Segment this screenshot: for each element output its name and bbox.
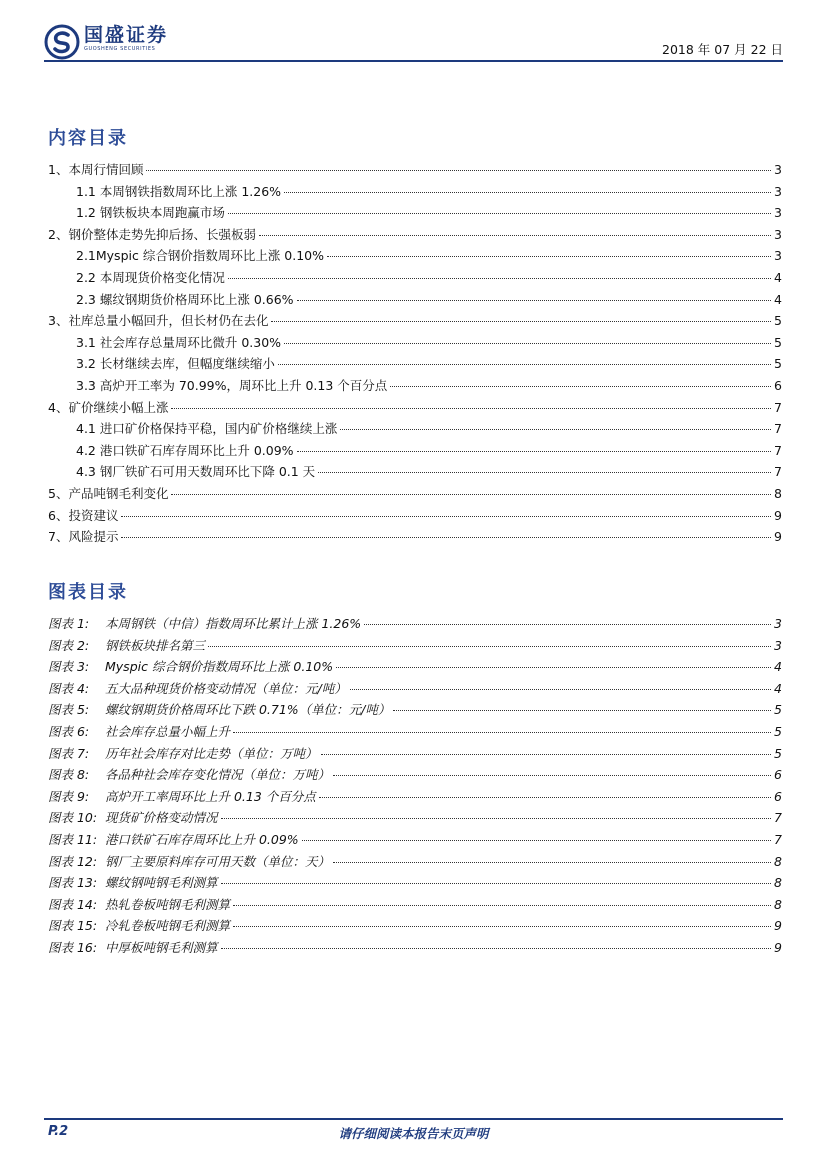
figure-page-number: 4 — [774, 680, 782, 696]
toc-entry[interactable] — [48, 398, 782, 420]
toc-leader-dots — [284, 343, 771, 344]
figure-leader-dots — [208, 646, 771, 647]
figure-leader-dots — [233, 732, 771, 733]
toc-entry[interactable] — [48, 506, 782, 528]
page-header — [44, 24, 783, 64]
toc-leader-dots — [121, 516, 771, 517]
guosheng-logo-icon — [44, 24, 80, 60]
header-divider — [44, 60, 783, 62]
figure-label: 图表 9: — [48, 788, 90, 804]
toc-leader-dots — [297, 451, 771, 452]
figure-label: 图表 16: — [48, 939, 98, 955]
toc-entry-text: 4.1 进口矿价格保持平稳，国内矿价格继续上涨 — [76, 421, 338, 437]
toc-page-number: 4 — [774, 269, 782, 285]
figure-label: 图表 5: — [48, 702, 90, 718]
figure-entry-text: 热轧卷板吨钢毛利测算 — [105, 896, 231, 912]
toc-entry[interactable] — [48, 246, 782, 268]
toc-page-number: 3 — [774, 183, 782, 199]
figure-page-number: 5 — [774, 745, 782, 761]
toc-page-number: 7 — [774, 442, 782, 458]
contents-title: 内容目录 — [48, 128, 128, 149]
figure-label: 图表 8: — [48, 767, 90, 783]
figure-leader-dots — [333, 775, 771, 776]
toc-entry-text: 2、钢价整体走势先抑后扬、长强板弱 — [48, 226, 256, 242]
figure-leader-dots — [364, 624, 771, 625]
figure-entry[interactable] — [48, 873, 782, 895]
figure-label: 图表 1: — [48, 616, 90, 631]
figure-leader-dots — [321, 754, 771, 755]
figure-entry-text: 螺纹钢期货价格周环比下跌 0.71%（单位：元/吨） — [105, 702, 391, 718]
toc-page-number: 5 — [774, 356, 782, 372]
figure-entry[interactable] — [48, 679, 782, 701]
toc-entry[interactable] — [48, 441, 782, 463]
toc-leader-dots — [146, 170, 771, 171]
toc-leader-dots — [340, 429, 771, 430]
toc-entry-text: 1.2 钢铁板块本周跑赢市场 — [76, 205, 225, 221]
figure-leader-dots — [233, 905, 771, 906]
figure-page-number: 6 — [774, 767, 782, 783]
figure-entry[interactable] — [48, 614, 782, 636]
toc-leader-dots — [271, 321, 771, 322]
figure-label: 图表 12: — [48, 853, 98, 869]
figure-leader-dots — [319, 797, 771, 798]
toc-entry[interactable] — [48, 376, 782, 398]
toc-entry-text: 1.1 本周钢铁指数周环比上涨 1.26% — [76, 183, 282, 199]
figure-leader-dots — [302, 840, 771, 841]
figure-label: 图表 15: — [48, 918, 98, 934]
toc-leader-dots — [121, 537, 771, 538]
toc-page-number: 9 — [774, 507, 782, 523]
toc-leader-dots — [278, 364, 771, 365]
figure-page-number: 9 — [774, 918, 782, 934]
figure-entry[interactable] — [48, 852, 782, 874]
figure-leader-dots — [333, 862, 771, 863]
figures-list — [48, 614, 782, 960]
report-date: 2018 年 07 月 22 日 — [662, 42, 783, 57]
figure-label: 图表 13: — [48, 875, 98, 891]
figure-label: 图表 6: — [48, 723, 90, 739]
toc-leader-dots — [284, 192, 771, 193]
contents-list — [48, 160, 782, 549]
toc-entry[interactable] — [48, 203, 782, 225]
toc-entry[interactable] — [48, 182, 782, 204]
figure-entry-text: Myspic 综合钢价指数周环比上涨 0.10% — [105, 659, 334, 675]
figure-entry-text: 港口铁矿石库存周环比上升 0.09% — [105, 831, 299, 847]
figure-leader-dots — [350, 689, 771, 690]
figure-leader-dots — [221, 818, 771, 819]
toc-page-number: 3 — [774, 162, 782, 177]
figure-entry-text: 本周钢铁（中信）指数周环比累计上涨 1.26% — [105, 616, 362, 631]
toc-entry-text: 3.3 高炉开工率为 70.99%，周环比上升 0.13 个百分点 — [76, 377, 388, 393]
figure-page-number: 9 — [774, 939, 782, 955]
figure-entry-text: 历年社会库存对比走势（单位：万吨） — [105, 745, 318, 761]
brand-subtitle: GUOSHENG SECURITIES — [84, 46, 156, 52]
toc-leader-dots — [228, 278, 771, 279]
toc-leader-dots — [327, 256, 771, 257]
brand-logo — [44, 24, 168, 60]
toc-entry-text: 1、本周行情回顾 — [48, 162, 144, 177]
figure-entry[interactable] — [48, 700, 782, 722]
figure-entry-text: 各品种社会库存变化情况（单位：万吨） — [105, 767, 331, 783]
toc-entry-text: 4.2 港口铁矿石库存周环比上升 0.09% — [76, 442, 294, 458]
toc-entry[interactable] — [48, 268, 782, 290]
figure-entry[interactable] — [48, 916, 782, 938]
toc-page-number: 7 — [774, 464, 782, 480]
toc-page-number: 6 — [774, 377, 782, 393]
figure-entry[interactable] — [48, 938, 782, 960]
figure-page-number: 4 — [774, 659, 782, 675]
toc-entry-text: 6、投资建议 — [48, 507, 119, 523]
toc-leader-dots — [297, 300, 771, 301]
toc-entry-text: 2.3 螺纹钢期货价格周环比上涨 0.66% — [76, 291, 294, 307]
figure-page-number: 3 — [774, 616, 782, 631]
toc-entry-text: 4、矿价继续小幅上涨 — [48, 399, 169, 415]
figure-label: 图表 2: — [48, 637, 90, 653]
toc-leader-dots — [171, 494, 771, 495]
figure-entry[interactable] — [48, 895, 782, 917]
toc-page-number: 3 — [774, 248, 782, 264]
toc-entry[interactable] — [48, 419, 782, 441]
figure-entry[interactable] — [48, 765, 782, 787]
toc-page-number: 7 — [774, 421, 782, 437]
figure-entry-text: 钢厂主要原料库存可用天数（单位：天） — [105, 853, 331, 869]
figure-entry-text: 中厚板吨钢毛利测算 — [105, 939, 218, 955]
toc-entry[interactable] — [48, 484, 782, 506]
figure-page-number: 6 — [774, 788, 782, 804]
toc-entry[interactable] — [48, 462, 782, 484]
toc-entry-text: 3、社库总量小幅回升，但长材仍在去化 — [48, 313, 269, 329]
toc-page-number: 7 — [774, 399, 782, 415]
footer-disclaimer: 请仔细阅读本报告末页声明 — [338, 1126, 489, 1141]
toc-entry-text: 3.2 长材继续去库，但幅度继续缩小 — [76, 356, 275, 372]
figure-leader-dots — [233, 926, 771, 927]
figure-leader-dots — [393, 710, 771, 711]
figure-entry[interactable] — [48, 808, 782, 830]
toc-leader-dots — [259, 235, 771, 236]
toc-entry-text: 5、产品吨钢毛利变化 — [48, 485, 169, 501]
toc-leader-dots — [390, 386, 771, 387]
toc-entry[interactable] — [48, 225, 782, 247]
toc-entry[interactable] — [48, 354, 782, 376]
footer-divider — [44, 1118, 783, 1120]
toc-entry-text: 4.3 钢厂铁矿石可用天数周环比下降 0.1 天 — [76, 464, 316, 480]
figure-entry-text: 五大品种现货价格变动情况（单位：元/吨） — [105, 680, 347, 696]
figure-entry[interactable] — [48, 787, 782, 809]
figure-entry-text: 冷轧卷板吨钢毛利测算 — [105, 918, 231, 934]
figure-page-number: 8 — [774, 896, 782, 912]
figure-entry[interactable] — [48, 744, 782, 766]
figure-leader-dots — [336, 667, 771, 668]
figures-title: 图表目录 — [48, 582, 128, 603]
toc-entry-text: 7、风险提示 — [48, 529, 119, 545]
toc-entry[interactable] — [48, 333, 782, 355]
figure-page-number: 5 — [774, 723, 782, 739]
toc-entry[interactable] — [48, 311, 782, 333]
toc-page-number: 3 — [774, 205, 782, 221]
figure-entry[interactable] — [48, 636, 782, 658]
figure-page-number: 3 — [774, 637, 782, 653]
toc-entry-text: 2.1Myspic 综合钢价指数周环比上涨 0.10% — [76, 248, 325, 264]
toc-leader-dots — [318, 472, 771, 473]
toc-entry-text: 3.1 社会库存总量周环比微升 0.30% — [76, 334, 282, 350]
figure-label: 图表 4: — [48, 680, 90, 696]
figure-page-number: 5 — [774, 702, 782, 718]
figure-page-number: 8 — [774, 853, 782, 869]
figure-entry-text: 螺纹钢吨钢毛利测算 — [105, 875, 218, 891]
toc-page-number: 9 — [774, 529, 782, 545]
figure-label: 图表 7: — [48, 745, 90, 761]
figure-page-number: 8 — [774, 875, 782, 891]
page-number: P.2 — [48, 1124, 69, 1139]
toc-leader-dots — [228, 213, 771, 214]
toc-page-number: 3 — [774, 226, 782, 242]
figure-entry-text: 钢铁板块排名第三 — [105, 637, 206, 653]
toc-entry-text: 2.2 本周现货价格变化情况 — [76, 269, 225, 285]
figure-label: 图表 3: — [48, 659, 90, 675]
figure-entry-text: 现货矿价格变动情况 — [105, 810, 218, 826]
toc-leader-dots — [171, 408, 771, 409]
toc-entry[interactable] — [48, 290, 782, 312]
figure-entry-text: 社会库存总量小幅上升 — [105, 723, 231, 739]
figure-leader-dots — [221, 948, 771, 949]
toc-page-number: 4 — [774, 291, 782, 307]
figure-label: 图表 14: — [48, 896, 98, 912]
figure-page-number: 7 — [774, 810, 782, 826]
figure-entry[interactable] — [48, 722, 782, 744]
toc-entry[interactable] — [48, 527, 782, 549]
brand-name: 国盛证券 — [84, 24, 169, 46]
figure-entry[interactable] — [48, 657, 782, 679]
toc-page-number: 5 — [774, 334, 782, 350]
figure-label: 图表 10: — [48, 810, 98, 826]
figure-entry[interactable] — [48, 830, 782, 852]
figure-leader-dots — [221, 883, 771, 884]
figure-label: 图表 11: — [48, 831, 98, 847]
toc-page-number: 5 — [774, 313, 782, 329]
toc-page-number: 8 — [774, 485, 782, 501]
figure-entry-text: 高炉开工率周环比上升 0.13 个百分点 — [105, 788, 316, 804]
toc-entry[interactable] — [48, 160, 782, 182]
figure-page-number: 7 — [774, 831, 782, 847]
